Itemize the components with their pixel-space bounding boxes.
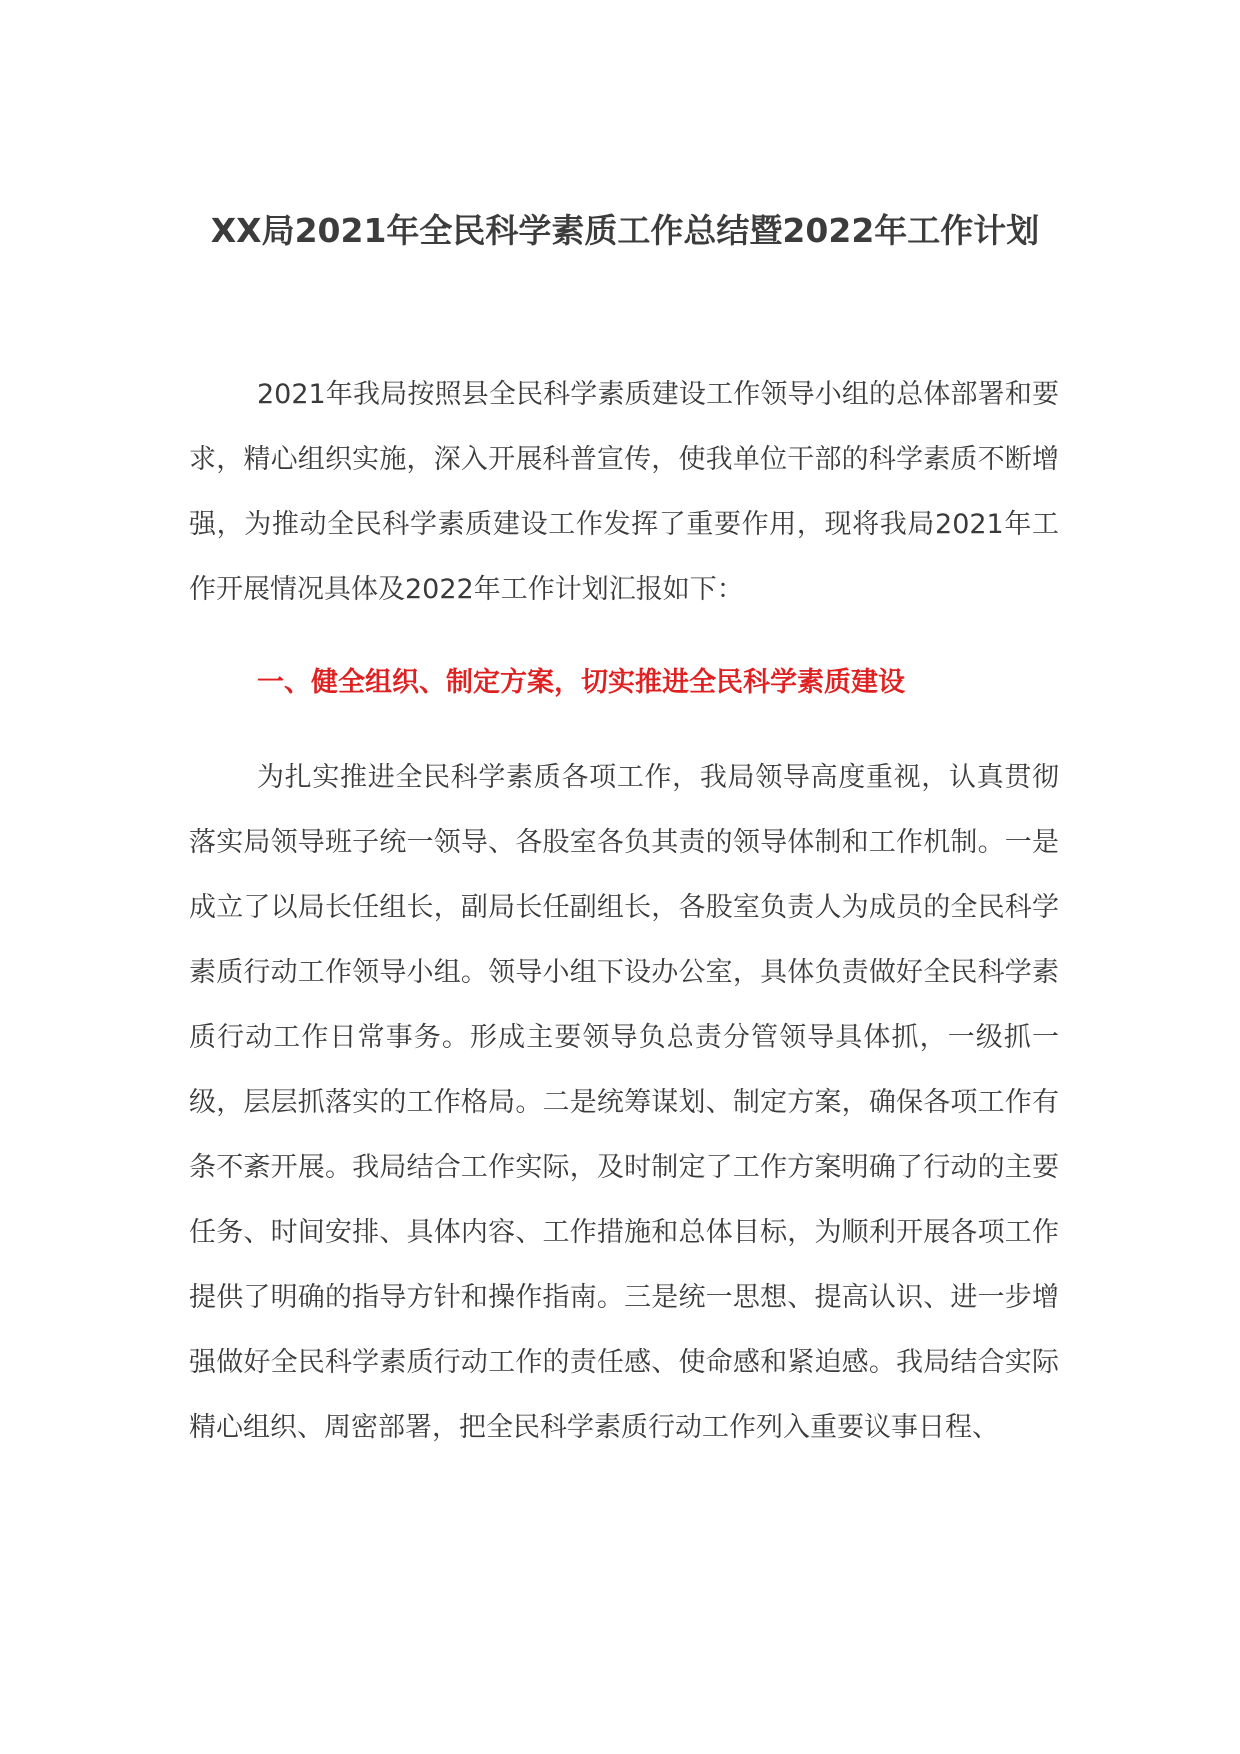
intro-paragraph: 2021年我局按照县全民科学素质建设工作领导小组的总体部署和要求，精心组织实施，深入开展科普宣传，使我单位干部的科学素质不断增强，为推动全民科学素质建设工作发挥了重要作用，现将我局2021年工作开展情况具体及2022年工作计划汇报如下： <box>189 379 1059 605</box>
document-title: XX局2021年全民科学素质工作总结暨2022年工作计划 <box>210 211 1040 250</box>
section-1-paragraph: 为扎实推进全民科学素质各项工作，我局领导高度重视，认真贯彻落实局领导班子统一领导、各股室各负其责的领导体制和工作机制。一是成立了以局长任组长，副局长任副组长，各股室负责人为成员的全民科学素质行动工作领导小组。领导小组下设办公室，具体负责做好全民科学素质行动工作日常事务。形成主要领导负总责分管领导具体抓，一级抓一级，层层抓落实的工作格局。二是统筹谋划、制定方案，确保各项工作有条不紊开展。我局结合工作实际，及时制定了工作方案明确了行动的主要任务、时间安排、具体内容、工作措施和总体目标，为顺利开展各项工作提供了明确的指导方针和操作指南。三是统一思想、提高认识、进一步增强做好全民科学素质行动工作的责任感、使命感和紧迫感。我局结合实际精心组织、周密部署，把全民科学素质行动工作列入重要议事日程、 <box>189 762 1059 1443</box>
section-1-heading: 一、健全组织、制定方案，切实推进全民科学素质建设 <box>257 667 905 698</box>
